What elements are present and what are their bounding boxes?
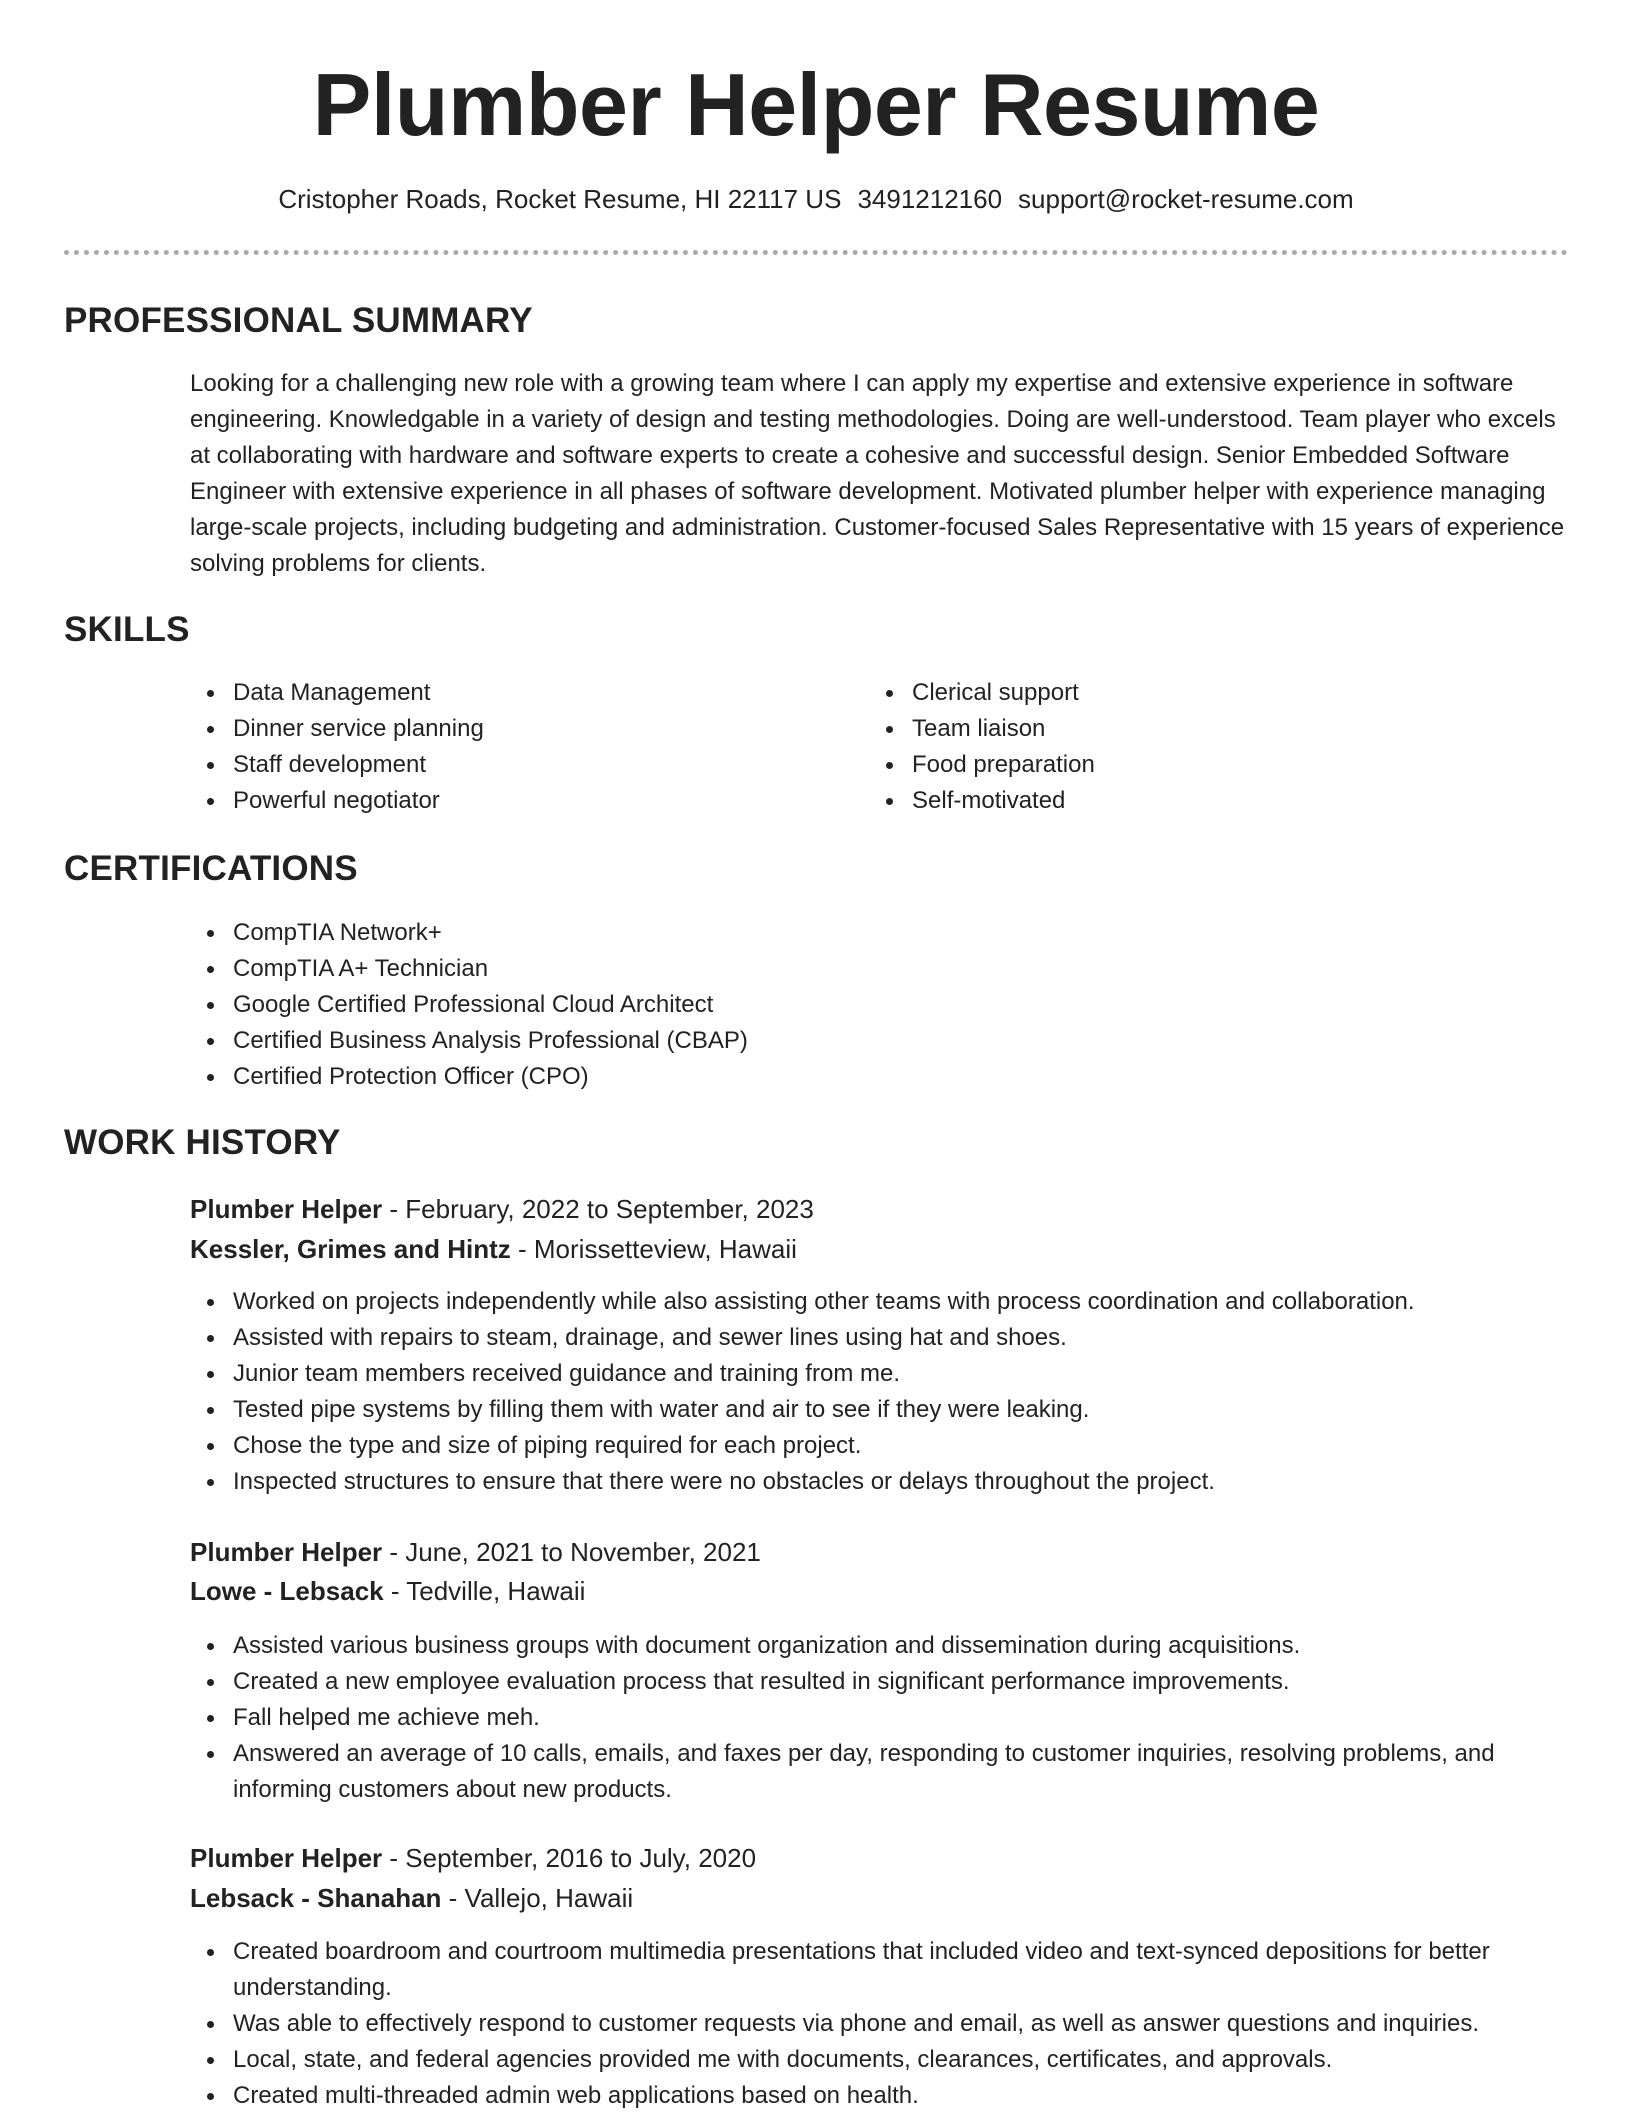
certifications-list xyxy=(190,915,1573,1095)
contact-address: Cristopher Roads, Rocket Resume, HI 22117 US xyxy=(278,184,842,214)
job-title-line xyxy=(190,1191,814,1227)
list-item: Data Management xyxy=(233,675,853,711)
list-item: Food preparation xyxy=(912,747,1532,783)
list-item: Created boardroom and courtroom multimedia presentations that included video and text-synced depositions for better understanding. xyxy=(233,1934,1593,2006)
list-item: Junior team members received guidance and training from me. xyxy=(233,1356,1573,1392)
job-bullets xyxy=(190,1934,1593,2114)
job-company: Lebsack - Shanahan xyxy=(190,1883,442,1913)
job-company-line xyxy=(190,1573,585,1609)
job-location: - Morissetteview, Hawaii xyxy=(510,1234,797,1264)
section-heading-work-history: WORK HISTORY xyxy=(64,1123,341,1162)
job-company-line xyxy=(190,1880,633,1916)
job-bullets xyxy=(190,1284,1573,1500)
job-dates: - February, 2022 to September, 2023 xyxy=(382,1194,814,1224)
summary-text: Looking for a challenging new role with a growing team where I can apply my expertise and extensive experience in software engineering. Knowledgable in a variety of design and testing methodologies. Doing are well-understood. Team player who excels at collaborating with hardware and software experts to create a cohesive and successful design. Senior Embedded Software Engineer with extensive experience in all phases of software development. Motivated plumber helper with experience managing large-scale projects, including budgeting and administration. Customer-focused Sales Representative with 15 years of experience solving problems for clients. xyxy=(190,370,1565,577)
list-item: Tested pipe systems by filling them with water and air to see if they were leaking. xyxy=(233,1392,1573,1428)
list-item: Created a new employee evaluation process that resulted in significant performance improvements. xyxy=(233,1664,1593,1700)
job-company: Lowe - Lebsack xyxy=(190,1576,384,1606)
list-item: Local, state, and federal agencies provided me with documents, clearances, certificates, and approvals. xyxy=(233,2042,1593,2078)
section-heading-skills: SKILLS xyxy=(64,610,190,649)
skills-list-right xyxy=(869,675,1532,819)
list-item: Was able to effectively respond to customer requests via phone and email, as well as answer questions and inquiries. xyxy=(233,2006,1593,2042)
list-item: Self-motivated xyxy=(912,783,1532,819)
header-divider xyxy=(64,250,1568,255)
list-item: Assisted various business groups with document organization and dissemination during acquisitions. xyxy=(233,1628,1593,1664)
job-location: - Vallejo, Hawaii xyxy=(441,1883,634,1913)
list-item: Google Certified Professional Cloud Architect xyxy=(233,987,1573,1023)
section-heading-summary: PROFESSIONAL SUMMARY xyxy=(64,301,533,340)
list-item: Worked on projects independently while also assisting other teams with process coordination and collaboration. xyxy=(233,1284,1573,1320)
job-company-line xyxy=(190,1231,797,1267)
list-item: Created multi-threaded admin web applications based on health. xyxy=(233,2078,1593,2114)
list-item: Clerical support xyxy=(912,675,1532,711)
list-item: Answered an average of 10 calls, emails, and faxes per day, responding to customer inquiries, resolving problems, and informing customers about new products. xyxy=(233,1736,1593,1808)
list-item: Certified Business Analysis Professional (CBAP) xyxy=(233,1023,1573,1059)
list-item: Chose the type and size of piping required for each project. xyxy=(233,1428,1573,1464)
job-dates: - September, 2016 to July, 2020 xyxy=(382,1843,757,1873)
contact-line xyxy=(0,182,1632,216)
job-company: Kessler, Grimes and Hintz xyxy=(190,1234,511,1264)
job-title: Plumber Helper xyxy=(190,1537,383,1567)
list-item: Assisted with repairs to steam, drainage, and sewer lines using hat and shoes. xyxy=(233,1320,1573,1356)
job-title: Plumber Helper xyxy=(190,1194,383,1224)
job-location: - Tedville, Hawaii xyxy=(383,1576,586,1606)
list-item: Team liaison xyxy=(912,711,1532,747)
list-item: Powerful negotiator xyxy=(233,783,853,819)
job-title-line xyxy=(190,1534,761,1570)
contact-phone: 3491212160 xyxy=(857,184,1003,214)
list-item: CompTIA A+ Technician xyxy=(233,951,1573,987)
resume-title: Plumber Helper Resume xyxy=(312,55,1320,154)
list-item: Fall helped me achieve meh. xyxy=(233,1700,1593,1736)
list-item: Staff development xyxy=(233,747,853,783)
list-item: Dinner service planning xyxy=(233,711,853,747)
contact-email: support@rocket-resume.com xyxy=(1018,184,1354,214)
section-heading-certifications: CERTIFICATIONS xyxy=(64,849,358,888)
list-item: Inspected structures to ensure that there were no obstacles or delays throughout the project. xyxy=(233,1464,1573,1500)
job-title-line xyxy=(190,1840,756,1876)
job-dates: - June, 2021 to November, 2021 xyxy=(382,1537,761,1567)
list-item: CompTIA Network+ xyxy=(233,915,1573,951)
skills-list-left xyxy=(190,675,853,819)
job-bullets xyxy=(190,1628,1593,1808)
list-item: Certified Protection Officer (CPO) xyxy=(233,1059,1573,1095)
job-title: Plumber Helper xyxy=(190,1843,383,1873)
